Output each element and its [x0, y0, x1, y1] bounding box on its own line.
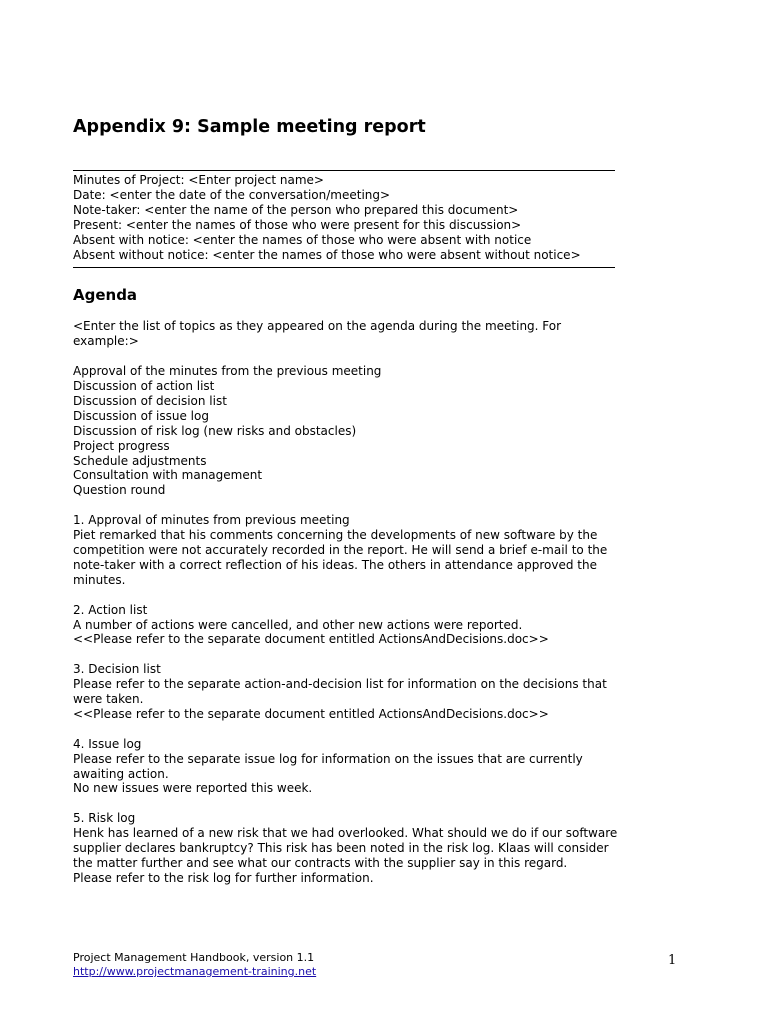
- section-line: note-taker with a correct reflection of his ideas. The others in attendance approved the: [73, 557, 597, 572]
- section-line: competition were not accurately recorded in the report. He will send a brief e-mail to the: [73, 543, 608, 557]
- section-line: minutes.: [73, 572, 126, 587]
- agenda-intro-line: <Enter the list of topics as they appeared on the agenda during the meeting. For: [73, 319, 562, 334]
- section-action-list: [73, 603, 703, 648]
- page-number: 1: [668, 953, 677, 968]
- agenda-heading: Agenda: [73, 286, 138, 305]
- divider-bottom: [73, 266, 615, 268]
- section-risk-log: [73, 811, 703, 886]
- agenda-item: Discussion of risk log (new risks and obstacles): [73, 423, 357, 438]
- field-note-taker: Note-taker: <enter the name of the person who prepared this document>: [73, 202, 519, 217]
- agenda-intro-line: example:>: [73, 334, 139, 349]
- agenda-item: Project progress: [73, 438, 170, 453]
- section-line: the matter further and see what our contracts with the supplier say in this regard.: [73, 855, 568, 870]
- section-line: Please refer to the separate action-and-decision list for information on the decisions that: [73, 677, 607, 692]
- agenda-item: Discussion of decision list: [73, 393, 227, 408]
- field-date: Date: <enter the date of the conversation/meeting>: [73, 187, 391, 202]
- section-line: Piet remarked that his comments concerning the developments of new software by the: [73, 528, 598, 543]
- agenda-intro: [73, 319, 703, 349]
- field-absent-with-notice: Absent with notice: <enter the names of those who were absent with notice: [73, 232, 532, 247]
- section-heading: 4. Issue log: [73, 736, 142, 751]
- page-footer: [73, 951, 316, 979]
- agenda-item: Approval of the minutes from the previous meeting: [73, 364, 382, 379]
- field-absent-without-notice: Absent without notice: <enter the names of those who were absent without notice>: [73, 247, 581, 262]
- agenda-list: [73, 364, 703, 498]
- agenda-item: Question round: [73, 483, 166, 498]
- section-line: No new issues were reported this week.: [73, 781, 313, 796]
- agenda-item: Consultation with management: [73, 468, 263, 483]
- section-line: supplier declares bankruptcy? This risk has been noted in the risk log. Klaas will consider: [73, 841, 609, 856]
- section-line: Please refer to the risk log for further information.: [73, 870, 374, 885]
- footer-title: Project Management Handbook, version 1.1: [73, 951, 315, 964]
- section-line: awaiting action.: [73, 766, 169, 781]
- section-heading: 1. Approval of minutes from previous meeting: [73, 513, 350, 528]
- field-project: Minutes of Project: <Enter project name>: [73, 173, 324, 187]
- section-line: <<Please refer to the separate document entitled ActionsAndDecisions.doc>>: [73, 706, 549, 721]
- section-line: <<Please refer to the separate document entitled ActionsAndDecisions.doc>>: [73, 632, 549, 647]
- header-fields: [73, 173, 703, 262]
- section-issue-log: [73, 737, 703, 797]
- section-approval: [73, 513, 703, 588]
- section-line: Henk has learned of a new risk that we had overlooked. What should we do if our software: [73, 826, 618, 841]
- section-heading: 2. Action list: [73, 602, 148, 617]
- footer-link[interactable]: http://www.projectmanagement-training.net: [73, 965, 317, 978]
- agenda-item: Schedule adjustments: [73, 453, 207, 468]
- section-line: A number of actions were cancelled, and other new actions were reported.: [73, 617, 523, 632]
- agenda-item: Discussion of action list: [73, 379, 215, 394]
- section-heading: 3. Decision list: [73, 662, 161, 677]
- section-line: Please refer to the separate issue log for information on the issues that are currently: [73, 751, 583, 766]
- document-body: [73, 116, 703, 886]
- agenda-item: Discussion of issue log: [73, 408, 209, 423]
- divider-top: [73, 169, 615, 171]
- section-line: were taken.: [73, 692, 144, 707]
- field-present: Present: <enter the names of those who were present for this discussion>: [73, 217, 522, 232]
- page-title: Appendix 9: Sample meeting report: [73, 117, 426, 137]
- section-heading: 5. Risk log: [73, 811, 136, 826]
- section-decision-list: [73, 662, 703, 722]
